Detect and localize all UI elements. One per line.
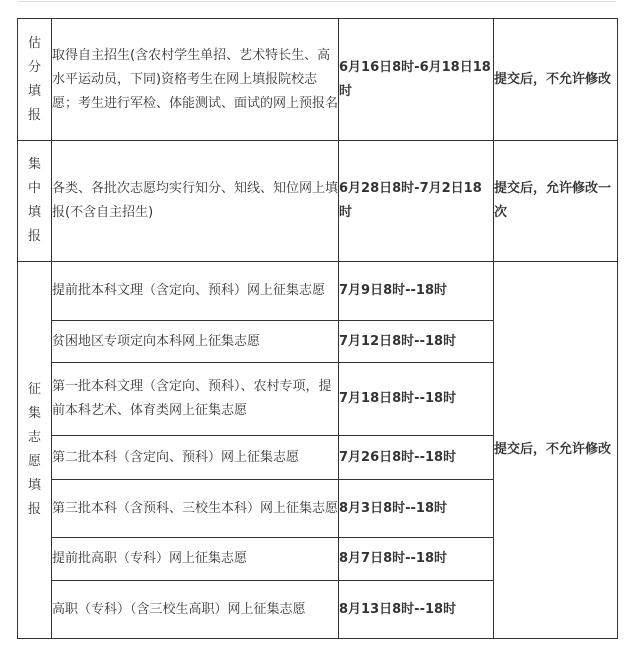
content-cell: 高职（专科）（含三校生高职）网上征集志愿	[52, 581, 339, 639]
content-cell: 提前批本科文理（含定向、预科）网上征集志愿	[52, 262, 339, 321]
content-cell: 第二批本科（含定向、预科）网上征集志愿	[52, 436, 339, 480]
content-cell: 各类、各批次志愿均实行知分、知线、知位网上填报(不含自主招生)	[52, 141, 339, 262]
content-cell: 第一批本科文理（含定向、预科）、农村专项，提前本科艺术、体育类网上征集志愿	[52, 363, 339, 436]
time-cell: 7月12日8时--18时	[339, 321, 494, 363]
phase-cell: 集中填报	[18, 141, 52, 262]
phase-cell: 估分填报	[18, 19, 52, 141]
time-cell: 8月3日8时--18时	[339, 480, 494, 538]
time-cell: 8月7日8时--18时	[339, 538, 494, 581]
time-cell: 7月9日8时--18时	[339, 262, 494, 321]
phase-cell: 征集志愿填报	[18, 262, 52, 639]
table-row	[18, 262, 618, 321]
time-cell: 7月26日8时--18时	[339, 436, 494, 480]
content-cell: 取得自主招生(含农村学生单招、艺术特长生、高水平运动员，下同)资格考生在网上填报院校志愿；考生进行军检、体能测试、面试的网上预报名	[52, 19, 339, 141]
time-cell: 6月16日8时-6月18日18时	[339, 19, 494, 141]
note-cell: 提交后，不允许修改	[494, 19, 618, 141]
content-cell: 贫困地区专项定向本科网上征集志愿	[52, 321, 339, 363]
time-cell: 6月28日8时-7月2日18时	[339, 141, 494, 262]
table-row	[18, 19, 618, 141]
time-cell: 7月18日8时--18时	[339, 363, 494, 436]
note-cell: 提交后，不允许修改	[494, 262, 618, 639]
top-divider	[18, 1, 616, 2]
table-row	[18, 141, 618, 262]
content-cell: 提前批高职（专科）网上征集志愿	[52, 538, 339, 581]
content-cell: 第三批本科（含预科、三校生本科）网上征集志愿	[52, 480, 339, 538]
time-cell: 8月13日8时--18时	[339, 581, 494, 639]
note-cell: 提交后，允许修改一次	[494, 141, 618, 262]
schedule-table	[17, 18, 618, 639]
